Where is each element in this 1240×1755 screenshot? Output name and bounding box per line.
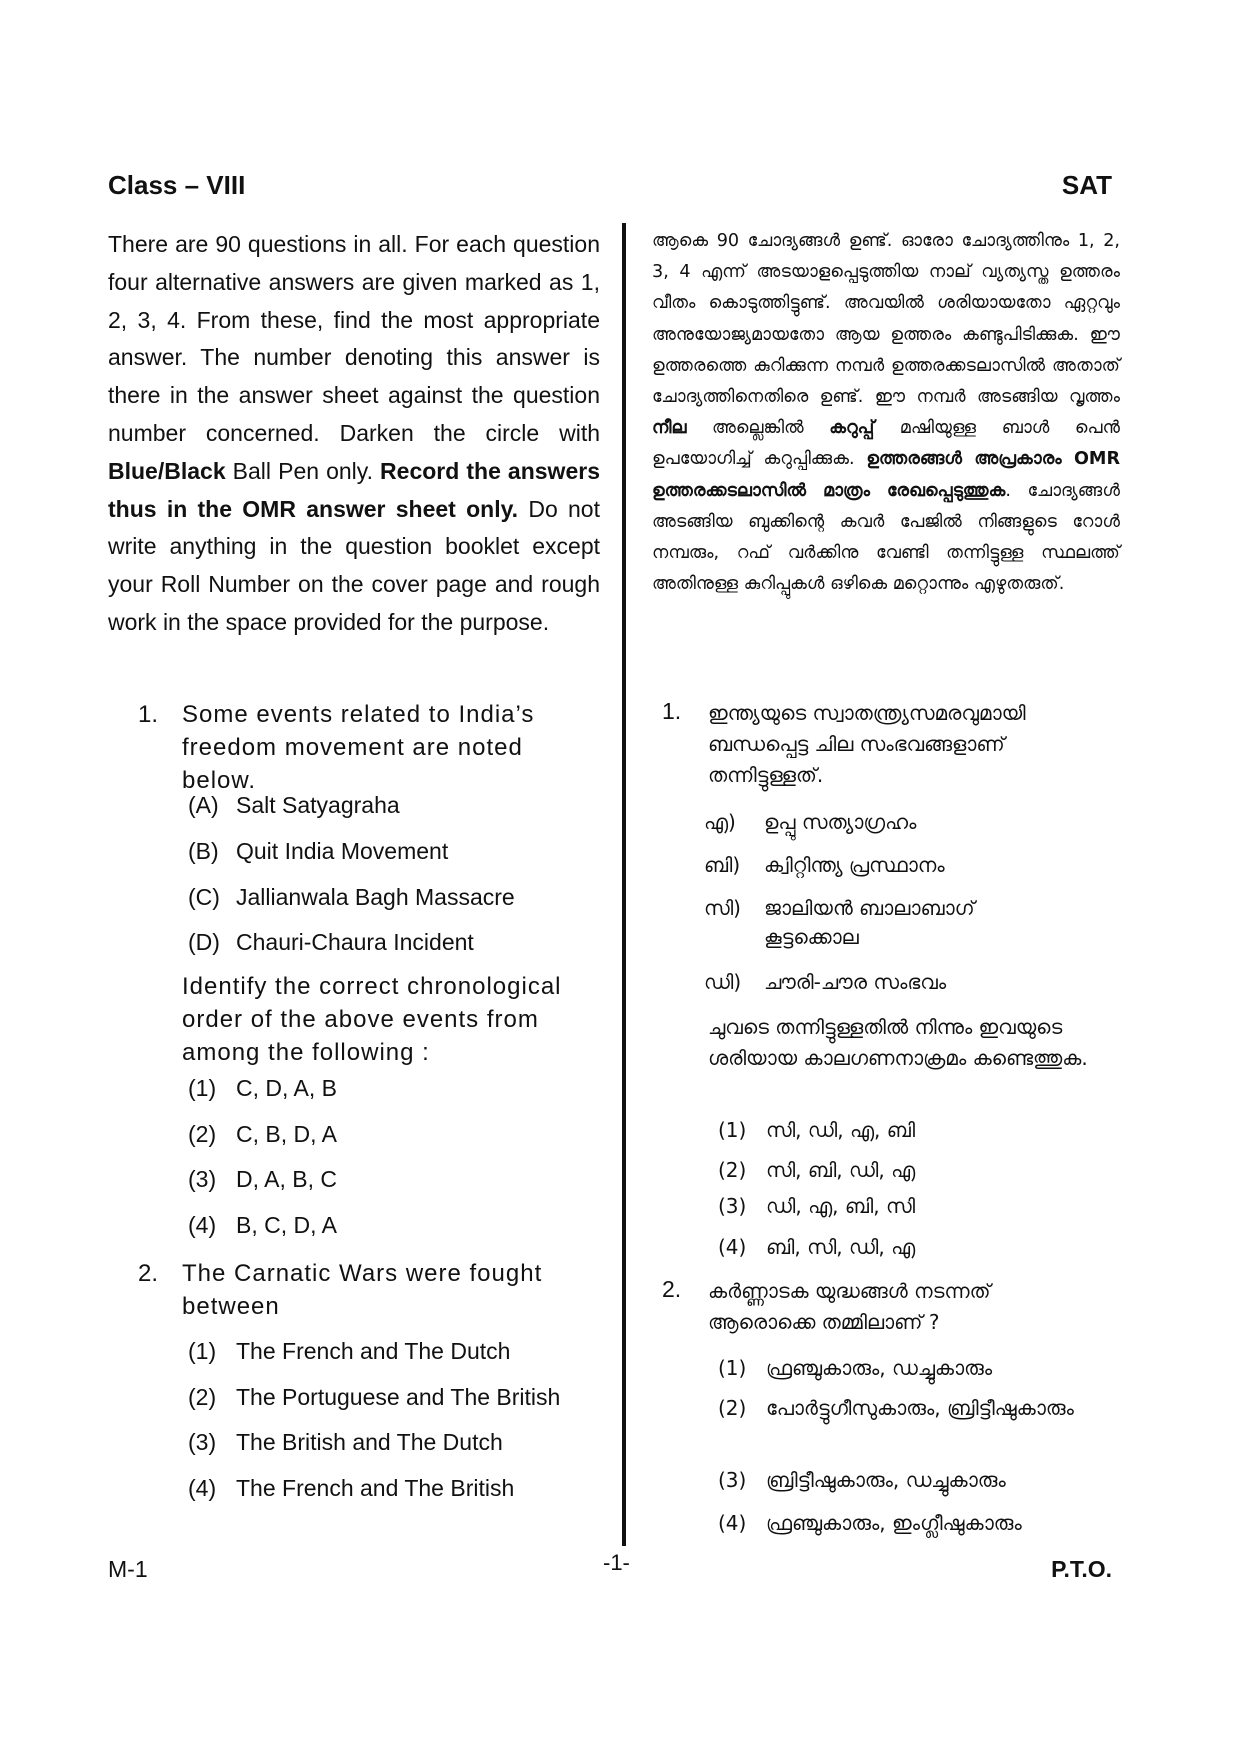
event-text: Salt Satyagraha	[236, 792, 400, 818]
event-item	[188, 792, 400, 819]
column-divider	[622, 223, 626, 1546]
option-label: (2)	[718, 1396, 747, 1420]
instructions-bold-record: ഉത്തരങ്ങൾ അപ്രകാരം OMR ഉത്തരക്കടലാസിൽ മാത്രം രേഖപ്പെടുത്തുക	[652, 449, 1120, 501]
event-label: (A)	[188, 792, 219, 818]
option-text: ഫ്രഞ്ചുകാരും, ഡച്ചുകാരും	[766, 1356, 993, 1380]
question-text: Some events related to India’s freedom movement are noted below.	[182, 701, 535, 794]
answer-option	[718, 1156, 915, 1185]
answer-option	[188, 1166, 337, 1193]
instructions-text: . ചോദ്യങ്ങൾ അടങ്ങിയ ബുക്കിന്റെ കവർ പേജിൽ നിങ്ങളുടെ റോൾ നമ്പരും, റഫ് വർക്കിനു വേണ്ടി തന്നിട്ടുള്ള സ്ഥലത്ത് അതിനുള്ള കുറിപ്പുകൾ ഒഴികെ മറ്റൊന്നും എഴുതരുത്.	[652, 480, 1120, 595]
option-label: (3)	[188, 1166, 217, 1192]
event-item	[704, 968, 946, 997]
option-label: (4)	[188, 1475, 217, 1501]
event-item	[704, 894, 1044, 952]
option-label: (2)	[718, 1158, 747, 1182]
event-label: ബി)	[704, 853, 741, 877]
please-turn-over: P.T.O.	[1051, 1556, 1112, 1582]
event-text: Chauri-Chaura Incident	[236, 929, 474, 955]
event-item	[188, 929, 474, 956]
instructions-text: ആകെ 90 ചോദ്യങ്ങൾ ഉണ്ട്. ഓരോ ചോദ്യത്തിനും 1, 2, 3, 4 എന്ന് അടയാളപ്പെടുത്തിയ നാല് വ്യത്യസ്ത ഉത്തരം വീതം കൊടുത്തിട്ടുണ്ട്. അവയിൽ ശരിയായതോ ഏറ്റവും അനുയോജ്യമായതോ ആയ ഉത്തരം കണ്ടുപിടിക്കുക. ഈ ഉത്തരത്തെ കുറിക്കുന്ന നമ്പർ ഉത്തരക്കടലാസിൽ അതാത് ചോദ്യത്തിനെതിരെ ഉണ്ട്. ഈ നമ്പർ അടങ്ങിയ വൃത്തം	[652, 231, 1120, 408]
event-item	[704, 851, 945, 880]
question-text: ഇന്ത്യയുടെ സ്വാതന്ത്ര്യസമരവുമായി ബന്ധപ്പെട്ട ചില സംഭവങ്ങളാണ് തന്നിട്ടുള്ളത്.	[708, 701, 1026, 787]
option-text: The French and The Dutch	[236, 1338, 511, 1364]
question-2-malayalam	[652, 1276, 1120, 1338]
question-number: 2.	[138, 1260, 159, 1287]
page-number: -1-	[603, 1550, 630, 1575]
option-label: (4)	[718, 1235, 747, 1259]
option-label: (3)	[718, 1194, 747, 1218]
event-label: എ)	[704, 810, 736, 834]
event-text: ചൗരി-ചൗര സംഭവം	[764, 970, 947, 994]
option-label: (4)	[718, 1511, 747, 1535]
option-text: പോർട്ടുഗീസുകാരും, ബ്രിട്ടീഷുകാരും	[766, 1396, 1074, 1420]
event-text: ജാലിയൻ ബാലാബാഗ് കൂട്ടക്കൊല	[764, 896, 975, 949]
event-text: Jallianwala Bagh Massacre	[236, 884, 515, 910]
option-text: സി, ബി, ഡി, എ	[766, 1158, 916, 1182]
question-text: കർണ്ണാടക യുദ്ധങ്ങൾ നടന്നത് ആരൊക്കെ തമ്മിലാണ് ?	[708, 1279, 991, 1334]
question-1-english	[108, 698, 600, 797]
instructions-text: അല്ലെങ്കിൽ	[686, 418, 830, 439]
option-text: ഫ്രഞ്ചുകാരും, ഇംഗ്ലീഷുകാരും	[766, 1511, 1022, 1535]
answer-option	[718, 1466, 1006, 1495]
event-text: ഉപ്പു സത്യാഗ്രഹം	[764, 810, 917, 834]
question-number: 1.	[662, 698, 682, 724]
event-label: (B)	[188, 838, 219, 864]
option-text: D, A, B, C	[236, 1166, 337, 1192]
question-1-prompt	[108, 970, 600, 1069]
option-text: ഡി, എ, ബി, സി	[766, 1194, 916, 1218]
question-prompt: ചുവടെ തന്നിട്ടുള്ളതിൽ നിന്നും ഇവയുടെ ശരിയായ കാലഗണനാക്രമം കണ്ടെത്തുക.	[708, 1015, 1088, 1070]
instructions-english	[108, 226, 600, 642]
event-item	[188, 838, 448, 865]
instructions-text: Do not write anything in the question booklet except your Roll Number on the cover page and rough work in the space provided for the purpose.	[108, 495, 600, 635]
option-text: സി, ഡി, എ, ബി	[766, 1118, 916, 1142]
question-prompt: Identify the correct chronological order of the above events from among the following :	[182, 973, 562, 1066]
answer-option	[718, 1394, 1118, 1423]
option-label: (2)	[188, 1384, 217, 1410]
answer-option	[718, 1116, 915, 1145]
event-label: (C)	[188, 884, 220, 910]
option-text: ബ്രിട്ടീഷുകാരും, ഡച്ചുകാരും	[766, 1468, 1006, 1492]
answer-option	[188, 1338, 510, 1365]
option-label: (1)	[718, 1356, 747, 1380]
option-text: The British and The Dutch	[236, 1429, 503, 1455]
option-label: (1)	[188, 1075, 217, 1101]
option-text: C, B, D, A	[236, 1121, 337, 1147]
exam-name: SAT	[1061, 170, 1112, 200]
event-text: Quit India Movement	[236, 838, 449, 864]
answer-option	[188, 1121, 337, 1148]
instructions-text: There are 90 questions in all. For each question four alternative answers are given marked as 1, 2, 3, 4. From these, find the most appropriate answer. The number denoting this answer is there in the answer sheet against the question number concerned. Darken the circle with	[108, 231, 600, 446]
question-1-malayalam	[652, 698, 1120, 791]
option-label: (3)	[718, 1468, 747, 1492]
answer-option	[188, 1429, 503, 1456]
answer-option	[188, 1075, 337, 1102]
instructions-text: മഷിയുള്ള ബാൾ പെൻ ഉപയോഗിച്ച് കറുപ്പിക്കുക.	[652, 418, 1121, 470]
instructions-bold-blue: നീല	[652, 418, 687, 439]
event-item	[704, 808, 916, 837]
answer-option	[718, 1354, 992, 1383]
question-2-english	[108, 1257, 600, 1323]
instructions-bold-record: Record the answers thus in the OMR answer sheet only.	[108, 457, 600, 522]
instructions-malayalam	[652, 226, 1120, 600]
instructions-text: Ball Pen only.	[225, 457, 381, 484]
booklet-code: M-1	[108, 1556, 148, 1582]
question-text: The Carnatic Wars were fought between	[182, 1260, 543, 1320]
event-label: ഡി)	[704, 970, 742, 994]
answer-option	[718, 1233, 915, 1262]
option-label: (2)	[188, 1121, 217, 1147]
answer-option	[188, 1475, 514, 1502]
answer-option	[188, 1212, 337, 1239]
option-text: B, C, D, A	[236, 1212, 337, 1238]
option-text: C, D, A, B	[236, 1075, 337, 1101]
option-label: (1)	[188, 1338, 217, 1364]
event-label: (D)	[188, 929, 220, 955]
event-label: സി)	[704, 896, 741, 920]
instructions-bold-pen: Blue/Black	[108, 457, 226, 484]
option-text: The Portuguese and The British	[236, 1384, 561, 1410]
event-text: ക്വിറ്റിന്ത്യ പ്രസ്ഥാനം	[764, 853, 945, 877]
answer-option	[718, 1509, 1022, 1538]
malayalam-column	[652, 226, 1121, 1535]
option-label: (1)	[718, 1118, 747, 1142]
option-label: (3)	[188, 1429, 217, 1455]
question-number: 2.	[662, 1276, 682, 1302]
instructions-bold-black: കറുപ്പ്	[829, 418, 875, 439]
question-1-prompt	[652, 1012, 1120, 1074]
answer-option	[188, 1384, 560, 1411]
question-number: 1.	[138, 701, 159, 728]
event-item	[188, 884, 515, 911]
english-column	[108, 226, 600, 1501]
option-text: ബി, സി, ഡി, എ	[766, 1235, 916, 1259]
class-heading: Class – VIII	[108, 170, 246, 200]
option-label: (4)	[188, 1212, 217, 1238]
option-text: The French and The British	[236, 1475, 515, 1501]
answer-option	[718, 1192, 915, 1221]
